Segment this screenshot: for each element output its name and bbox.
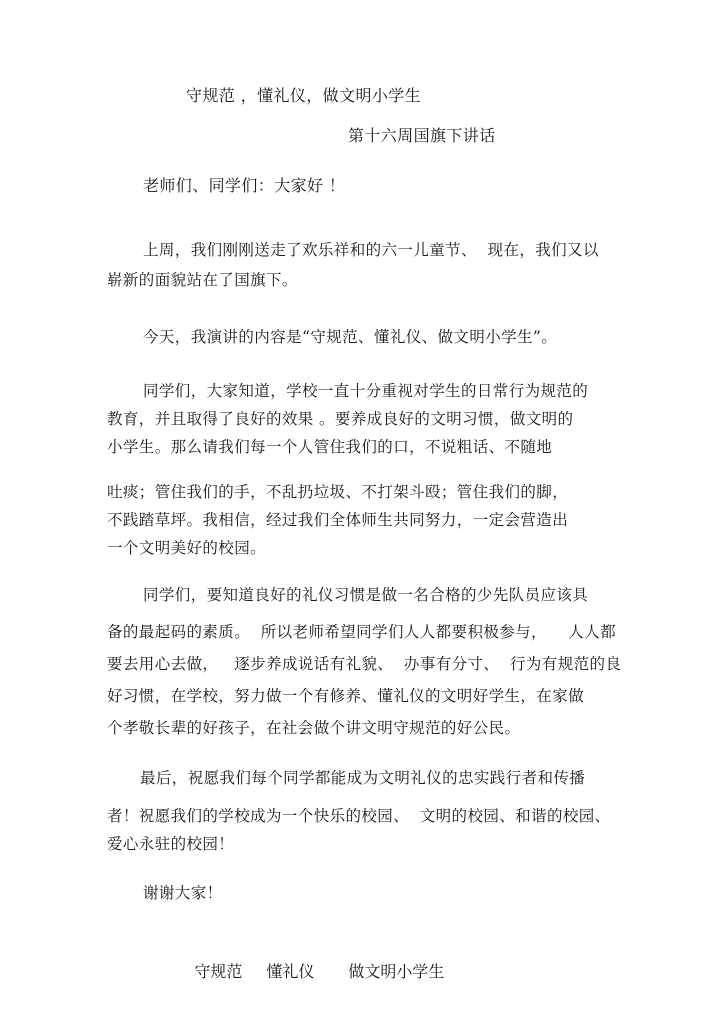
footer-title-part: 做文明小学生 [348,962,445,981]
paragraph-line: 最后，祝愿我们每个同学都能成为文明礼仪的忠实践行者和传播 [140,769,586,787]
footer-title-part: 守规范 [194,962,243,981]
paragraph-line: 不践踏草坪。我相信，经过我们全体师生共同努力，一定会营造出 [107,511,569,529]
paragraph-line: 教育，并且取得了良好的效果 。要养成良好的文明习惯，做文明的 [107,410,574,428]
closing-thanks: 谢谢大家！ [143,884,223,902]
footer-title-part: 懂礼仪 [266,962,315,981]
paragraph-line: 同学们，大家知道，学校一直十分重视对学生的日常行为规范的 [143,382,589,400]
speech-title: 守规范 ，懂礼仪，做文明小学生 [186,86,422,105]
paragraph-line: 好习惯，在学校，努力做一个有修养、懂礼仪的文明好学生，在家做 [107,687,585,705]
speech-subtitle: 第十六周国旗下讲话 [348,126,496,145]
greeting-line: 老师们、同学们：大家好 ！ [143,176,346,195]
footer-title [174,942,444,1002]
paragraph-line: 一个文明美好的校园。 [107,539,267,557]
paragraph-line: 小学生。那么请我们每一个人管住我们的口，不说粗话、不随地 [107,438,553,456]
paragraph-line: 备的最起码的素质。 所以老师希望同学们人人都要积极参与， 人人都 [107,623,616,641]
paragraph-line: 吐痰；管住我们的手，不乱扔垃圾、不打架斗殴；管住我们的脚， [107,483,569,501]
paragraph-line: 今天，我演讲的内容是“守规范、懂礼仪、做文明小学生”。 [143,328,558,346]
paragraph-line: 崭新的面貌站在了国旗下。 [107,271,298,289]
paragraph-line: 要去用心去做， 逐步养成说话有礼貌、 办事有分寸、 行为有规范的良 [107,655,622,673]
paragraph-line: 同学们，要知道良好的礼仪习惯是做一名合格的少先队员应该具 [143,586,589,604]
paragraph-line: 爱心永驻的校园！ [107,835,235,853]
paragraph-line: 上周，我们刚刚送走了欢乐祥和的六一儿童节、 现在，我们又以 [143,241,599,259]
paragraph-line: 者！祝愿我们的学校成为一个快乐的校园、 文明的校园、和谐的校园、 [107,807,611,825]
paragraph-line: 个孝敬长辈的好孩子，在社会做个讲文明守规范的好公民。 [107,719,521,737]
